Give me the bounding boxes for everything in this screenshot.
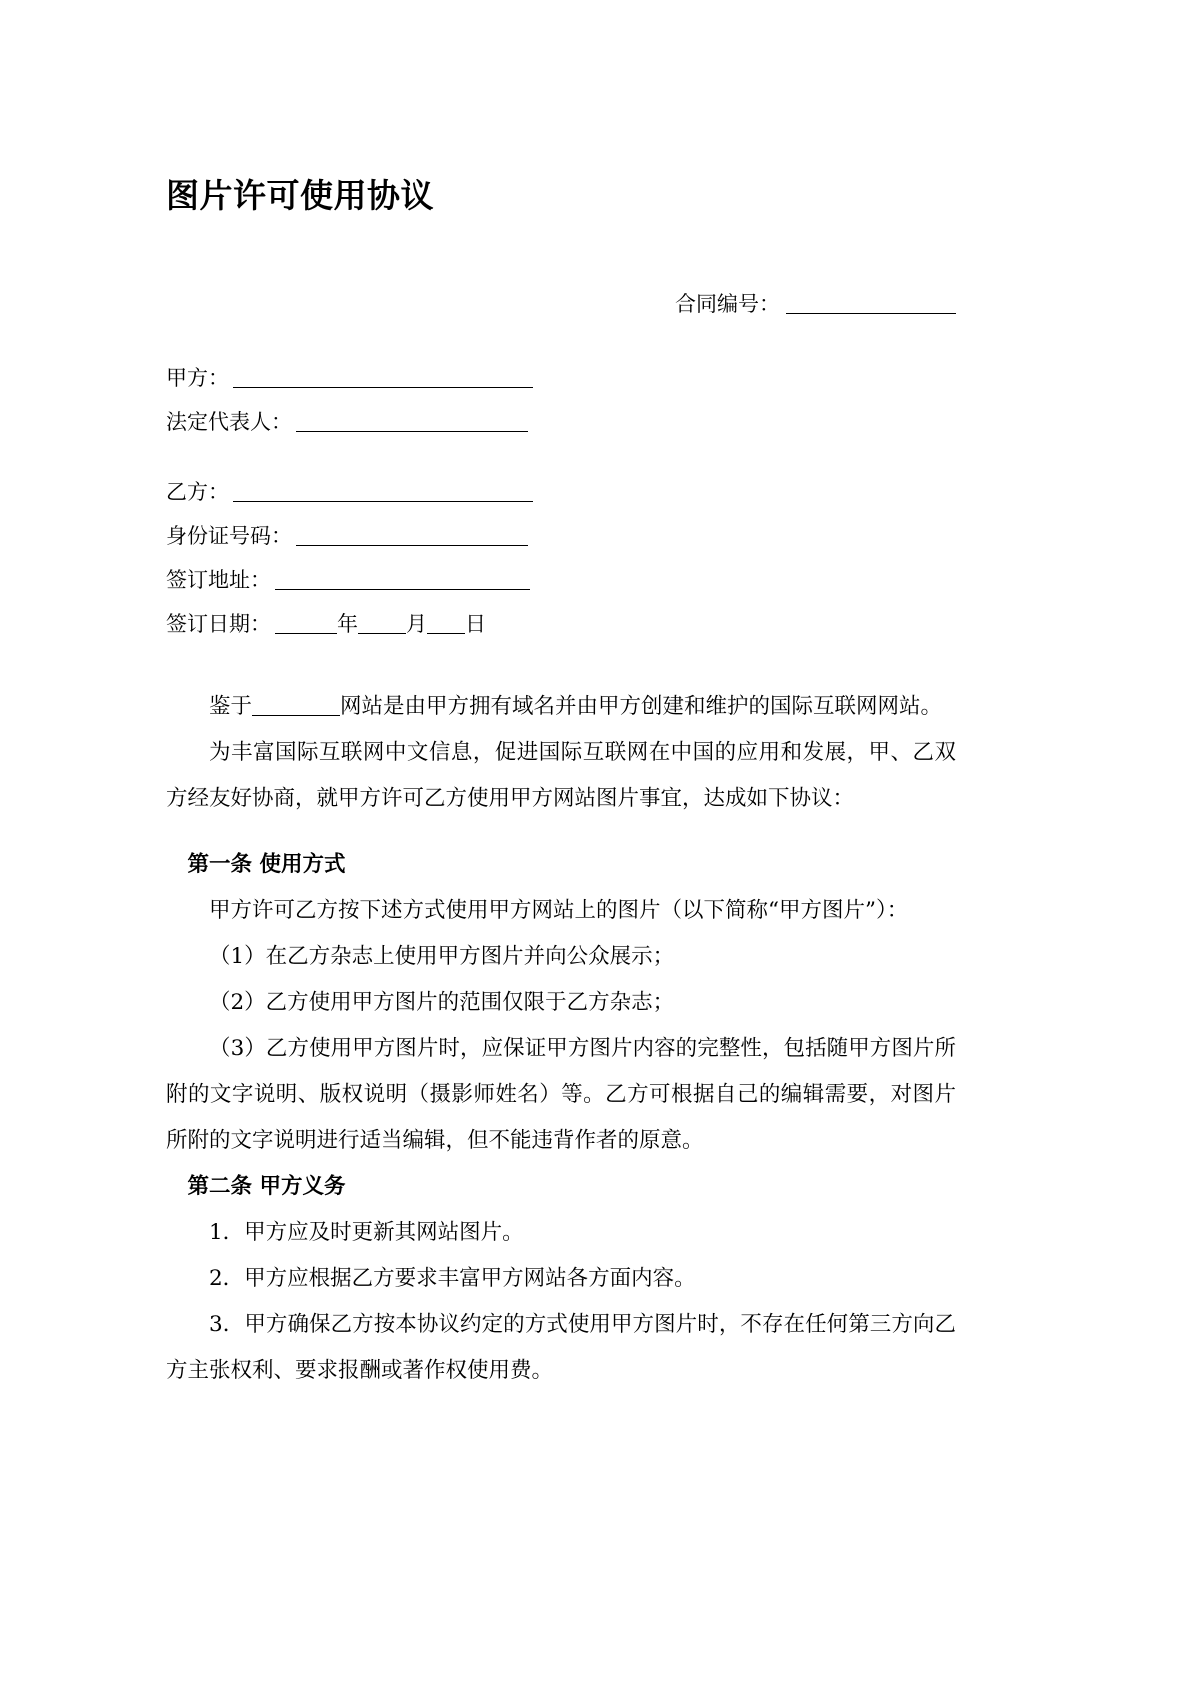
section-heading-1: 第一条 使用方式: [187, 851, 346, 877]
signing-date-month-blank[interactable]: [358, 633, 406, 634]
signing-date-day-blank[interactable]: [427, 633, 465, 634]
intent-paragraph: 为丰富国际互联网中文信息，促进国际互联网在中国的应用和发展，甲、乙双方经友好协商，就甲方许可乙方使用甲方网站图片事宜，达成如下协议：: [166, 739, 956, 811]
signing-date-month-unit: 月: [406, 611, 427, 636]
recital-suffix: 网站是由甲方拥有域名并由甲方创建和维护的国际互联网网站。: [340, 693, 943, 719]
signing-date-day-unit: 日: [465, 611, 486, 636]
website-name-blank[interactable]: [252, 715, 340, 716]
signing-date-year-unit: 年: [337, 611, 358, 636]
recital-paragraph: [166, 684, 956, 730]
legal-representative-line: [166, 400, 956, 444]
signing-date-year-blank[interactable]: [275, 633, 337, 634]
signing-date-line: [166, 602, 956, 646]
contract-number-line: [166, 288, 956, 318]
party-b-blank[interactable]: [233, 501, 533, 502]
section-heading-2: 第二条 甲方义务: [187, 1173, 346, 1199]
signing-address-line: [166, 558, 956, 602]
id-number-blank[interactable]: [296, 545, 528, 546]
section-2-item-1: 1．甲方应及时更新其网站图片。: [209, 1219, 524, 1245]
page-title: 图片许可使用协议: [166, 176, 434, 215]
section-1-lead: 甲方许可乙方按下述方式使用甲方网站上的图片（以下简称“甲方图片”）：: [209, 897, 909, 923]
legal-representative-blank[interactable]: [296, 431, 528, 432]
party-block-spacer: [166, 444, 956, 470]
section-2-item-3: 3．甲方确保乙方按本协议约定的方式使用甲方图片时，不存在任何第三方向乙方主张权利、要求报酬或著作权使用费。: [166, 1311, 956, 1383]
section-1-item-3: （3）乙方使用甲方图片时，应保证甲方图片内容的完整性，包括随甲方图片所附的文字说明、版权说明（摄影师姓名）等。乙方可根据自己的编辑需要，对图片所附的文字说明进行适当编辑，但不能违背作者的原意。: [166, 1035, 956, 1153]
party-a-line: [166, 356, 956, 400]
party-b-label: 乙方：: [166, 479, 229, 504]
legal-representative-label: 法定代表人：: [166, 409, 292, 434]
section-2-item-2: 2．甲方应根据乙方要求丰富甲方网站各方面内容。: [209, 1265, 696, 1291]
section-1-item-2: （2）乙方使用甲方图片的范围仅限于乙方杂志；: [209, 989, 675, 1015]
party-information-block: [166, 356, 956, 646]
document-content: [166, 0, 956, 1394]
party-b-line: [166, 470, 956, 514]
id-number-label: 身份证号码：: [166, 523, 292, 548]
id-number-line: [166, 514, 956, 558]
contract-number-blank[interactable]: [786, 313, 956, 314]
signing-date-label: 签订日期：: [166, 611, 271, 636]
contract-number-label: 合同编号：: [675, 291, 780, 316]
section-1-item-1: （1）在乙方杂志上使用甲方图片并向公众展示；: [209, 943, 675, 969]
party-a-label: 甲方：: [166, 365, 229, 390]
party-a-blank[interactable]: [233, 387, 533, 388]
signing-address-label: 签订地址：: [166, 567, 271, 592]
signing-address-blank[interactable]: [275, 589, 530, 590]
recital-prefix: 鉴于: [209, 693, 253, 719]
